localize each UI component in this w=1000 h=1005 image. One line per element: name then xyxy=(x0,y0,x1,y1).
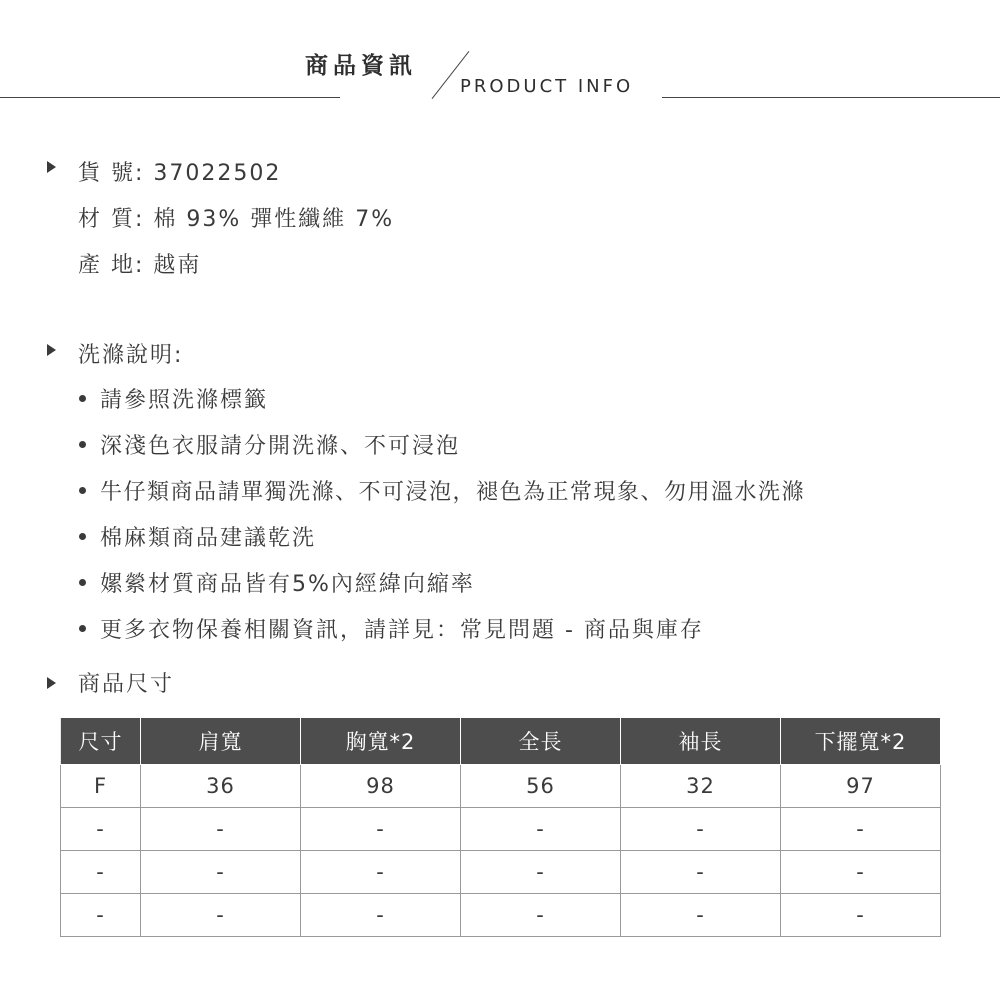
header-cell-size: 尺寸 xyxy=(61,718,141,765)
info-item-material: 材 質: 棉 93% 彈性纖維 7% xyxy=(78,207,395,232)
header-cell-hem: 下擺寬*2 xyxy=(781,718,941,765)
wash-item: 嫘縈材質商品皆有5%內經緯向縮率 xyxy=(100,572,475,597)
triangle-bullet-icon xyxy=(47,677,56,689)
section-title-en: PRODUCT INFO xyxy=(460,76,634,97)
header-rule-right xyxy=(662,97,1000,98)
table-cell: - xyxy=(621,851,781,894)
table-cell: - xyxy=(61,851,141,894)
section-title-zh: 商品資訊 xyxy=(305,53,417,79)
info-item-origin: 產 地: 越南 xyxy=(78,253,202,278)
wash-item: 深淺色衣服請分開洗滌、不可浸泡 xyxy=(100,434,461,459)
table-cell: 32 xyxy=(621,765,781,808)
wash-title: 洗滌說明: xyxy=(78,343,184,368)
dot-bullet-icon xyxy=(79,533,86,540)
table-cell: - xyxy=(621,894,781,937)
header-cell-chest: 胸寬*2 xyxy=(301,718,461,765)
table-cell: - xyxy=(301,808,461,851)
table-row xyxy=(61,851,941,894)
wash-item: 請參照洗滌標籤 xyxy=(100,388,269,413)
header-cell-shoulder: 肩寬 xyxy=(141,718,301,765)
table-cell: - xyxy=(301,894,461,937)
table-cell: - xyxy=(781,851,941,894)
header-rule-left xyxy=(0,97,340,98)
dot-bullet-icon xyxy=(79,579,86,586)
table-cell: F xyxy=(61,765,141,808)
dot-bullet-icon xyxy=(79,625,86,632)
size-title: 商品尺寸 xyxy=(78,672,175,697)
table-row xyxy=(61,808,941,851)
wash-item: 牛仔類商品請單獨洗滌、不可浸泡，褪色為正常現象、勿用溫水洗滌 xyxy=(100,480,806,505)
table-cell: 56 xyxy=(461,765,621,808)
table-row xyxy=(61,765,941,808)
table-row xyxy=(61,894,941,937)
table-cell: 97 xyxy=(781,765,941,808)
table-cell: 36 xyxy=(141,765,301,808)
table-cell: - xyxy=(301,851,461,894)
table-cell: 98 xyxy=(301,765,461,808)
table-cell: - xyxy=(461,894,621,937)
size-table-header-row xyxy=(61,718,941,765)
header-cell-length: 全長 xyxy=(461,718,621,765)
table-cell: - xyxy=(461,851,621,894)
table-cell: - xyxy=(461,808,621,851)
wash-item: 棉麻類商品建議乾洗 xyxy=(100,526,317,551)
header-cell-sleeve: 袖長 xyxy=(621,718,781,765)
table-cell: - xyxy=(781,808,941,851)
table-cell: - xyxy=(781,894,941,937)
dot-bullet-icon xyxy=(79,487,86,494)
triangle-bullet-icon xyxy=(47,344,56,356)
table-cell: - xyxy=(141,808,301,851)
table-cell: - xyxy=(621,808,781,851)
wash-item: 更多衣物保養相關資訊，請詳見：常見問題 - 商品與庫存 xyxy=(100,618,704,643)
triangle-bullet-icon xyxy=(47,161,56,173)
table-cell: - xyxy=(141,894,301,937)
size-table xyxy=(60,717,941,937)
table-cell: - xyxy=(61,808,141,851)
info-item-number: 貨 號: 37022502 xyxy=(78,161,282,186)
dot-bullet-icon xyxy=(79,441,86,448)
table-cell: - xyxy=(61,894,141,937)
dot-bullet-icon xyxy=(79,395,86,402)
table-cell: - xyxy=(141,851,301,894)
